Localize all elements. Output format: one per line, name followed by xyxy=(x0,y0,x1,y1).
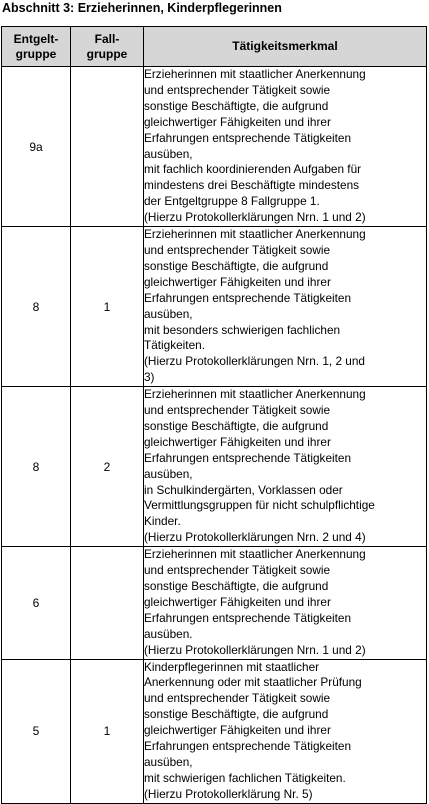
text-line: (Hierzu Protokollerklärungen Nrn. 1, 2 und xyxy=(144,354,365,369)
text-line: gleichwertiger Fähigkeiten und ihrer xyxy=(144,594,331,609)
text-line: (Hierzu Protokollerklärungen Nrn. 1 und 2) xyxy=(144,642,366,657)
text-line: Erfahrungen entsprechende Tätigkeiten xyxy=(144,739,352,754)
cell-taetigkeitsmerkmal xyxy=(144,227,427,387)
text-line: sonstige Beschäftigte, die aufgrund xyxy=(144,418,329,433)
text-line: Erzieherinnen mit staatlicher Anerkennung xyxy=(144,547,366,562)
text-line: Vermittlungsgruppen für nicht schulpflichtige xyxy=(144,498,375,513)
salary-table xyxy=(1,26,427,804)
cell-entgeltgruppe: 6 xyxy=(2,547,71,659)
text-line: und entsprechender Tätigkeit sowie xyxy=(144,403,331,418)
cell-fallgruppe xyxy=(71,547,144,659)
text-line: in Schulkindergärten, Vorklassen oder xyxy=(144,482,343,497)
text-line: Kinder. xyxy=(144,514,181,529)
cell-taetigkeitsmerkmal xyxy=(144,387,427,547)
text-line: mit besonders schwierigen fachlichen xyxy=(144,322,341,337)
table-row xyxy=(2,387,427,547)
text-line: Erfahrungen entsprechende Tätigkeiten xyxy=(144,450,352,465)
text-line: Erfahrungen entsprechende Tätigkeiten xyxy=(144,290,352,305)
cell-entgeltgruppe: 5 xyxy=(2,659,71,803)
text-line: (Hierzu Protokollerklärung Nr. 5) xyxy=(144,786,313,801)
text-line: Anerkennung oder mit staatlicher Prüfung xyxy=(144,675,362,690)
text-line: gleichwertiger Fähigkeiten und ihrer xyxy=(144,114,331,129)
cell-fallgruppe: 2 xyxy=(71,387,144,547)
text-line: 3) xyxy=(144,370,155,385)
table-header-row xyxy=(2,27,427,67)
text-line: sonstige Beschäftigte, die aufgrund xyxy=(144,258,329,273)
text-line: Erfahrungen entsprechende Tätigkeiten xyxy=(144,610,352,625)
header-fallgruppe xyxy=(71,27,144,67)
text-line: Kinderpflegerinnen mit staatlicher xyxy=(144,659,320,674)
text-line: ausüben, xyxy=(144,306,193,321)
text-line: mit schwierigen fachlichen Tätigkeiten. xyxy=(144,770,346,785)
header-entgeltgruppe xyxy=(2,27,71,67)
text-line: und entsprechender Tätigkeit sowie xyxy=(144,563,331,578)
cell-entgeltgruppe: 8 xyxy=(2,227,71,387)
text-line: Erzieherinnen mit staatlicher Anerkennung xyxy=(144,387,366,402)
text-line: gleichwertiger Fähigkeiten und ihrer xyxy=(144,723,331,738)
text-line: (Hierzu Protokollerklärungen Nrn. 1 und 2) xyxy=(144,210,366,225)
cell-entgeltgruppe: 9a xyxy=(2,67,71,227)
text-line: Erzieherinnen mit staatlicher Anerkennung xyxy=(144,67,366,81)
header-fallgruppe-line-1: Fall- xyxy=(94,32,120,46)
text-line: gleichwertiger Fähigkeiten und ihrer xyxy=(144,434,331,449)
text-line: ausüben, xyxy=(144,146,193,161)
text-line: und entsprechender Tätigkeit sowie xyxy=(144,691,331,706)
cell-taetigkeitsmerkmal xyxy=(144,659,427,803)
cell-taetigkeitsmerkmal xyxy=(144,547,427,659)
table-row xyxy=(2,547,427,659)
header-fallgruppe-line-2: gruppe xyxy=(86,46,128,61)
text-line: sonstige Beschäftigte, die aufgrund xyxy=(144,707,329,722)
text-line: mindestens drei Beschäftigte mindestens xyxy=(144,178,360,193)
text-line: mit fachlich koordinierenden Aufgaben für xyxy=(144,162,362,177)
table-row xyxy=(2,227,427,387)
text-line: und entsprechender Tätigkeit sowie xyxy=(144,82,331,97)
text-line: gleichwertiger Fähigkeiten und ihrer xyxy=(144,274,331,289)
text-line: ausüben. xyxy=(144,626,193,641)
text-line: sonstige Beschäftigte, die aufgrund xyxy=(144,98,329,113)
cell-taetigkeitsmerkmal xyxy=(144,67,427,227)
text-line: Erzieherinnen mit staatlicher Anerkennung xyxy=(144,227,366,242)
text-line: sonstige Beschäftigte, die aufgrund xyxy=(144,579,329,593)
text-line: Tätigkeiten. xyxy=(144,338,205,353)
text-line: ausüben, xyxy=(144,754,193,769)
section-title: Abschnitt 3: Erzieherinnen, Kinderpflegerinnen xyxy=(2,1,282,15)
text-line: und entsprechender Tätigkeit sowie xyxy=(144,242,331,257)
header-entgeltgruppe-line-2: gruppe xyxy=(15,46,57,61)
cell-entgeltgruppe: 8 xyxy=(2,387,71,547)
cell-fallgruppe: 1 xyxy=(71,659,144,803)
table-row xyxy=(2,659,427,803)
header-taetigkeitsmerkmal: Tätigkeitsmerkmal xyxy=(144,27,427,67)
text-line: der Entgeltgruppe 8 Fallgruppe 1. xyxy=(144,194,320,209)
text-line: (Hierzu Protokollerklärungen Nrn. 2 und 4) xyxy=(144,530,366,545)
cell-fallgruppe xyxy=(71,67,144,227)
text-line: Erfahrungen entsprechende Tätigkeiten xyxy=(144,130,352,145)
table-row xyxy=(2,67,427,227)
header-entgeltgruppe-line-1: Entgelt- xyxy=(13,32,59,46)
cell-fallgruppe: 1 xyxy=(71,227,144,387)
text-line: ausüben, xyxy=(144,466,193,481)
